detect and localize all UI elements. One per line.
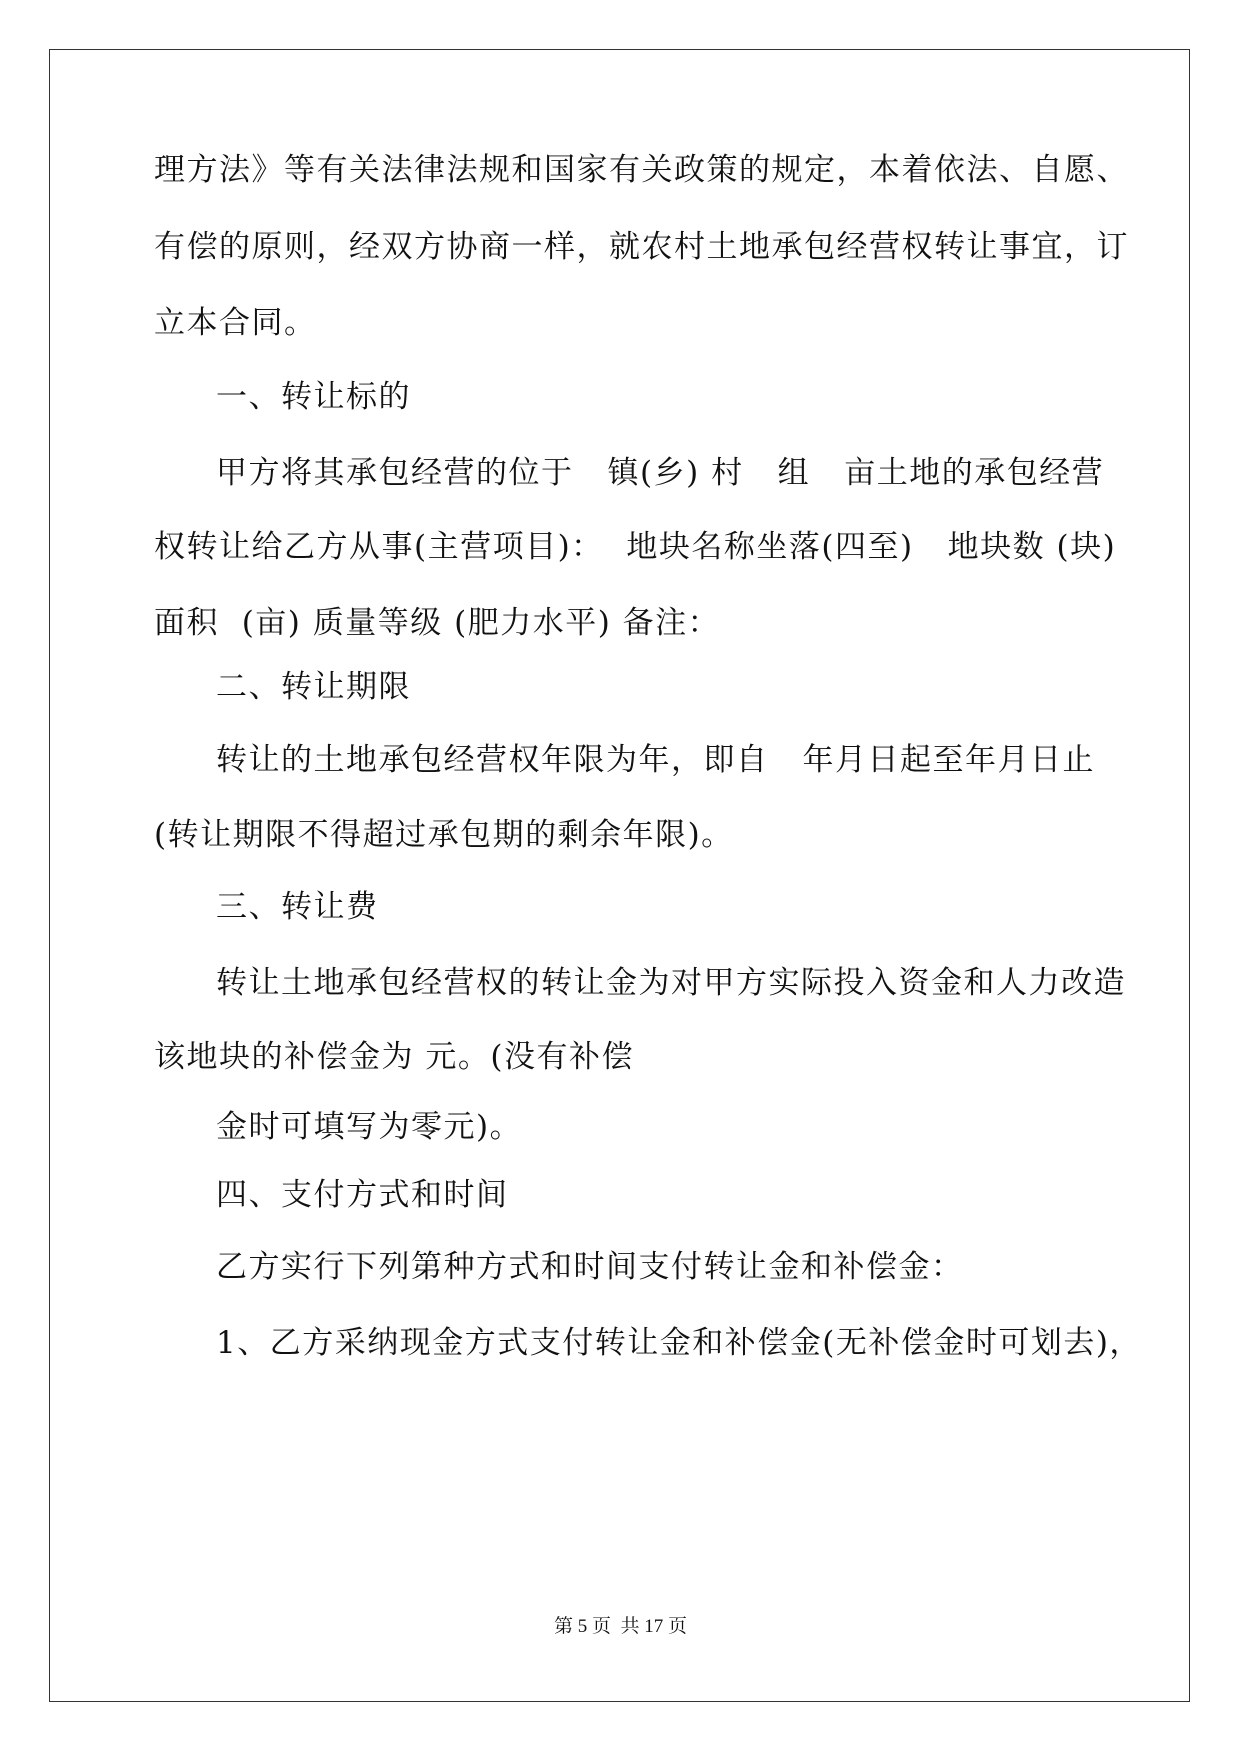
- text-line-14: 金时可填写为零元)。: [216, 1109, 523, 1145]
- text-line-12: 转让土地承包经营权的转让金为对甲方实际投入资金和人力改造: [216, 965, 1126, 1001]
- text-line-10: (转让期限不得超过承包期的剩余年限)。: [154, 817, 734, 853]
- text-line-6: 权转让给乙方从事(主营项目)： 地块名称坐落(四至) 地块数 (块): [154, 529, 1117, 565]
- text-line-17: 1、乙方采纳现金方式支付转让金和补偿金(无补偿金时可划去)，: [216, 1325, 1142, 1361]
- text-line-3: 立本合同。: [154, 305, 317, 341]
- text-line-2: 有偿的原则，经双方协商一样，就农村土地承包经营权转让事宜，订: [154, 229, 1129, 265]
- text-line-7: 面积 (亩) 质量等级 (肥力水平) 备注：: [154, 605, 721, 641]
- section-heading-transfer-fee: 三、转让费: [216, 889, 379, 925]
- text-line-1: 理方法》等有关法律法规和国家有关政策的规定，本着依法、自愿、: [154, 152, 1129, 188]
- text-line-13: 该地块的补偿金为 元。(没有补偿: [154, 1039, 634, 1075]
- page-border: [49, 49, 1190, 1702]
- section-heading-payment: 四、支付方式和时间: [216, 1177, 509, 1213]
- section-heading-transfer-subject: 一、转让标的: [216, 379, 411, 415]
- text-line-9: 转让的土地承包经营权年限为年，即自 年月日起至年月日止: [216, 742, 1096, 778]
- text-line-5: 甲方将其承包经营的位于 镇(乡) 村 组 亩土地的承包经营: [216, 455, 1105, 491]
- text-line-16: 乙方实行下列第种方式和时间支付转让金和补偿金：: [216, 1249, 964, 1285]
- page-number-footer: 第 5 页 共 17 页: [553, 1616, 687, 1637]
- section-heading-transfer-term: 二、转让期限: [216, 669, 411, 705]
